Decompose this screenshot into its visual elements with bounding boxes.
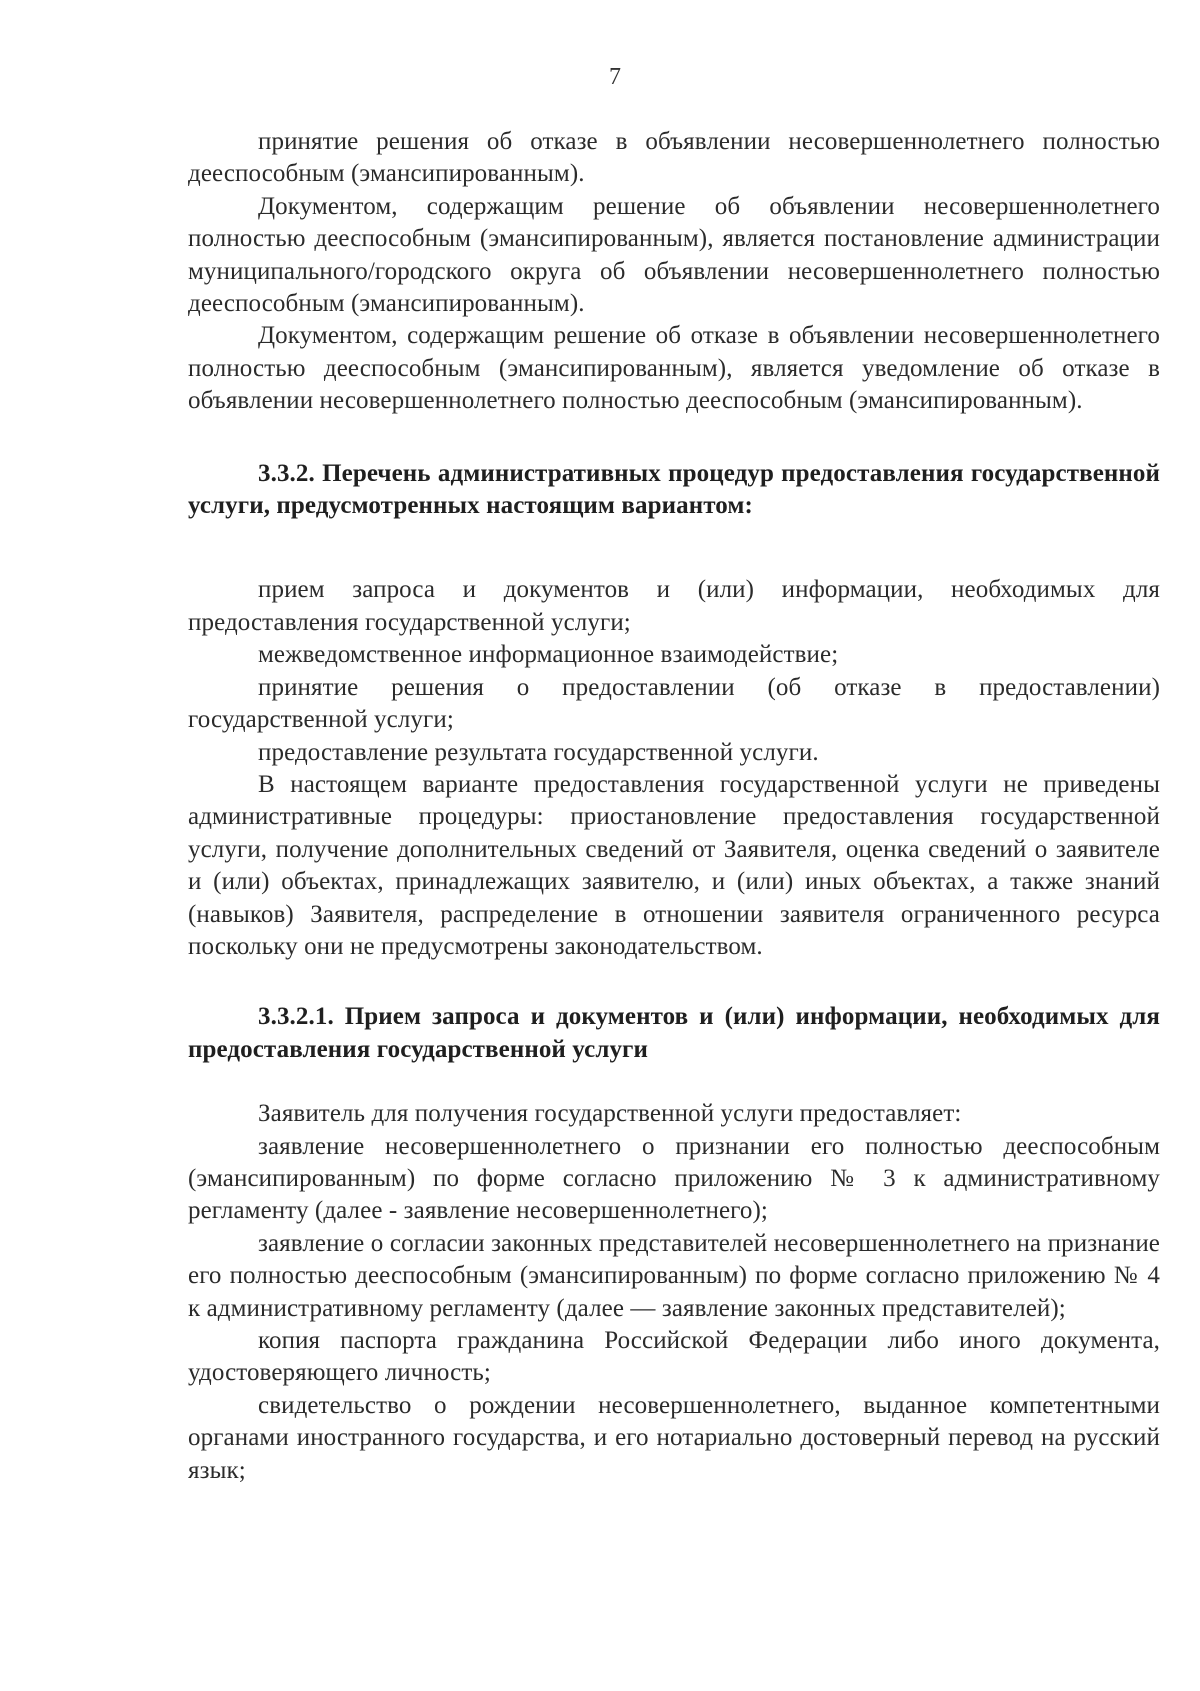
procedure-item-request: прием запроса и документов и (или) информации, необходимых для предоставления государственной услуги;	[188, 576, 1160, 636]
procedure-item-result: предоставление результата государственной услуги.	[258, 738, 819, 766]
paragraph-excluded-procedures: В настоящем варианте предоставления государственной услуги не приведены административные процедуры: приостановление предоставления государственной услуги, получение дополнительных сведений от Заявителя, оценка сведений о заявителе и (или) объектах, принадлежащих заявителю, и (или) иных объектах, а также знаний (навыков) Заявителя, распределение в отношении заявителя ограниченного ресурса поскольку они не предусмотрены законодательством.	[188, 770, 1160, 960]
page-number: 7	[609, 64, 621, 90]
paragraph-resolution-document: Документом, содержащим решение об объявлении несовершеннолетнего полностью дееспособным (эмансипированным), является постановление администрации муниципального/городского округа об объявлении несовершеннолетнего полностью дееспособным (эмансипированным).	[188, 192, 1160, 318]
document-body	[188, 126, 1160, 1487]
document-item-parents-consent: заявление о согласии законных представителей несовершеннолетнего на признание его полностью дееспособным (эмансипированным) по форме согласно приложению № 4 к административному регламенту (далее — заявление законных представителей);	[188, 1229, 1160, 1322]
paragraph-applicant-provides: Заявитель для получения государственной услуги предоставляет:	[258, 1100, 962, 1128]
paragraph-refusal-notice: Документом, содержащим решение об отказе в объявлении несовершеннолетнего полностью дееспособным (эмансипированным), является уведомление об отказе в объявлении несовершеннолетнего полностью дееспособным (эмансипированным).	[188, 322, 1160, 415]
paragraph-refusal-decision: принятие решения об отказе в объявлении несовершеннолетнего полностью дееспособным (эмансипированным).	[188, 128, 1160, 188]
section-heading-3-3-2: 3.3.2. Перечень административных процедур предоставления государственной услуги, предусмотренных настоящим вариантом:	[188, 459, 1160, 520]
document-item-birth-certificate: свидетельство о рождении несовершеннолетнего, выданное компетентными органами иностранного государства, и его нотариально достоверный перевод на русский язык;	[188, 1391, 1160, 1484]
procedure-item-decision: принятие решения о предоставлении (об отказе в предоставлении) государственной услуги;	[188, 673, 1160, 734]
procedure-item-interagency: межведомственное информационное взаимодействие;	[258, 641, 839, 669]
document-item-minor-application: заявление несовершеннолетнего о признании его полностью дееспособным (эмансипированным) по форме согласно приложению № 3 к административному регламенту (далее - заявление несовершеннолетнего);	[188, 1132, 1160, 1225]
document-item-passport-copy: копия паспорта гражданина Российской Федерации либо иного документа, удостоверяющего личность;	[188, 1327, 1160, 1387]
section-heading-3-3-2-1: 3.3.2.1. Прием запроса и документов и (или) информации, необходимых для предоставления государственной услуги	[188, 1003, 1160, 1063]
